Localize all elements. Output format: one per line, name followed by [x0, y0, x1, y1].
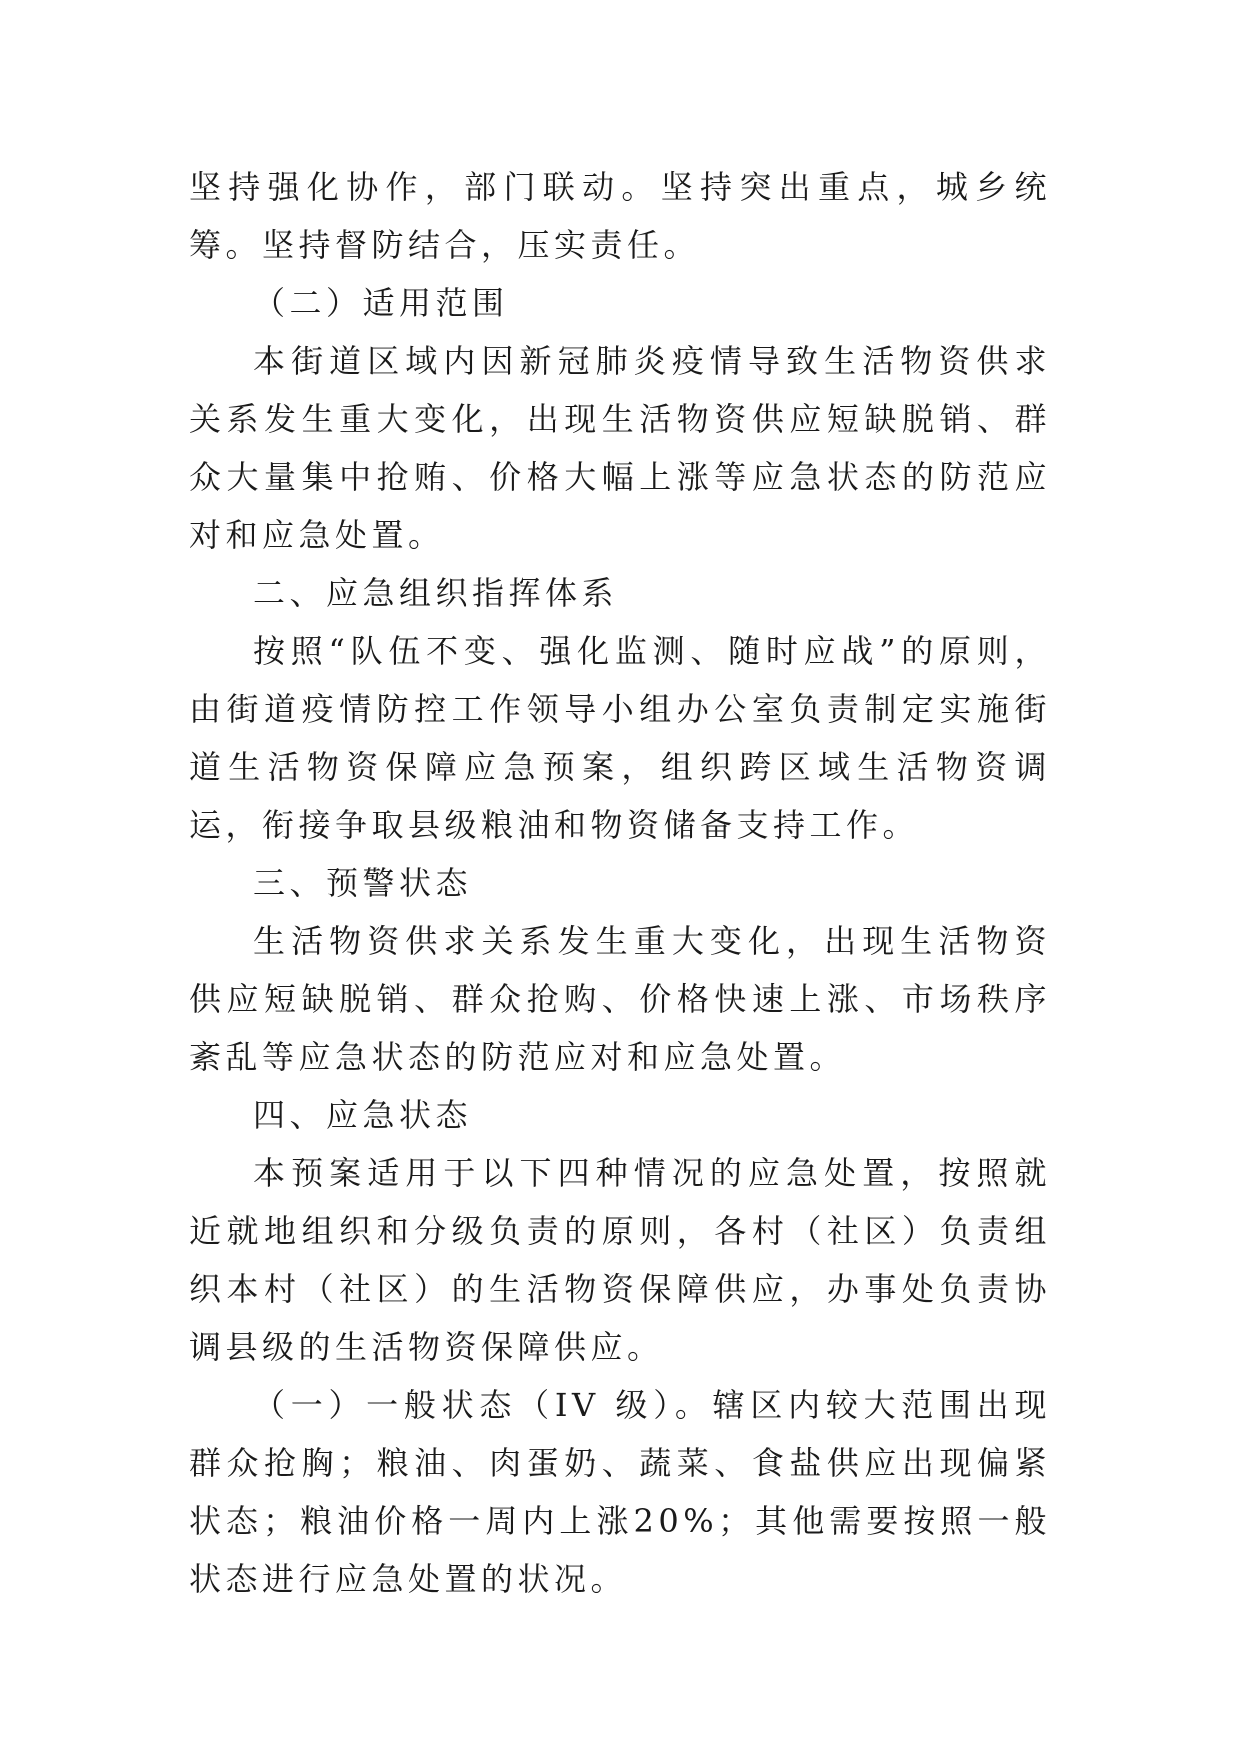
paragraph-emergency-state: 本预案适用于以下四种情况的应急处置，按照就近就地组织和分级负责的原则，各村（社区）负责组织本村（社区）的生活物资保障供应，办事处负责协调县级的生活物资保障供应。	[189, 1154, 1051, 1366]
paragraph-principles: 坚持强化协作，部门联动。坚持突出重点，城乡统筹。坚持督防结合，压实责任。	[189, 168, 1051, 264]
paragraph-general-state-level-iv: （一）一般状态（IV 级）。辖区内较大范围出现群众抢胸；粮油、肉蛋奶、蔬菜、食盐供应出现偏紧状态；粮油价格一周内上涨20%；其他需要按照一般状态进行应急处置的状况。	[189, 1386, 1051, 1598]
section-heading-scope: （二）适用范围	[253, 284, 509, 322]
section-heading-warning-state: 三、预警状态	[253, 864, 473, 902]
section-heading-command-system: 二、应急组织指挥体系	[253, 574, 619, 612]
paragraph-command-system: 按照“队伍不变、强化监测、随时应战”的原则，由街道疫情防控工作领导小组办公室负责制定实施街道生活物资保障应急预案，组织跨区域生活物资调运，衔接争取县级粮油和物资储备支持工作。	[189, 632, 1051, 844]
paragraph-warning-state: 生活物资供求关系发生重大变化，出现生活物资供应短缺脱销、群众抢购、价格快速上涨、市场秩序紊乱等应急状态的防范应对和应急处置。	[189, 922, 1051, 1076]
section-heading-emergency-state: 四、应急状态	[253, 1096, 473, 1134]
document-body	[189, 158, 1051, 1608]
paragraph-scope: 本街道区域内因新冠肺炎疫情导致生活物资供求关系发生重大变化，出现生活物资供应短缺脱销、群众大量集中抢贿、价格大幅上涨等应急状态的防范应对和应急处置。	[189, 342, 1051, 554]
